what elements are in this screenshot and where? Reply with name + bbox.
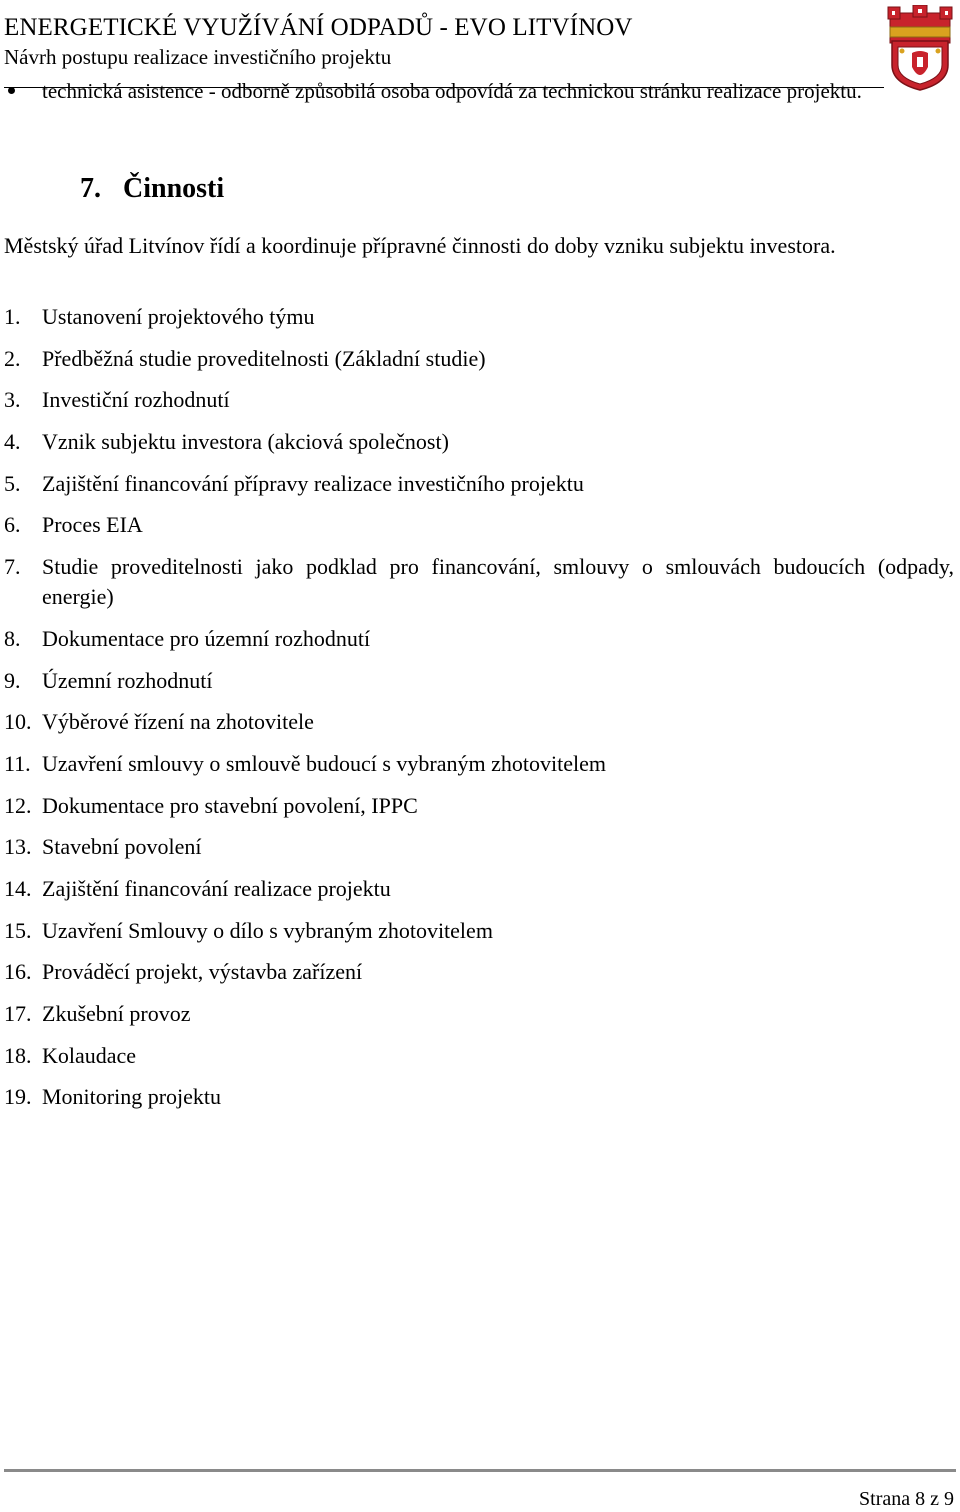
list-item-number: 19.	[4, 1084, 32, 1110]
list-item	[4, 344, 954, 374]
page-number: Strana 8 z 9	[859, 1488, 954, 1510]
list-item-text: Územní rozhodnutí	[42, 667, 213, 693]
list-item	[4, 707, 954, 737]
list-item-text: Investiční rozhodnutí	[42, 387, 230, 413]
list-item	[4, 832, 954, 862]
list-item-text: Uzavření smlouvy o smlouvě budoucí s vybraným zhotovitelem	[42, 750, 606, 776]
list-item-number: 6.	[4, 512, 21, 538]
list-item-text: Zkušební provoz	[42, 1001, 191, 1026]
list-item-number: 3.	[4, 387, 21, 413]
list-item-text: Vznik subjektu investora (akciová společnost)	[42, 429, 449, 455]
list-item	[4, 749, 954, 779]
intro-paragraph: Městský úřad Litvínov řídí a koordinuje přípravné činnosti do doby vzniku subjektu investora.	[4, 233, 836, 258]
bullet-icon	[8, 87, 15, 94]
list-item-number: 13.	[4, 834, 32, 860]
list-item-number: 5.	[4, 470, 21, 496]
bullet-item	[4, 76, 874, 106]
list-item-number: 16.	[4, 959, 32, 985]
list-item-text: Dokumentace pro stavební povolení, IPPC	[42, 792, 418, 818]
list-item	[4, 1041, 954, 1071]
list-item-number: 7.	[4, 554, 21, 580]
list-item-number: 10.	[4, 709, 32, 735]
list-item-text: Ustanovení projektového týmu	[42, 304, 315, 329]
list-item-number: 14.	[4, 875, 32, 901]
list-item	[4, 510, 954, 540]
list-item-number: 1.	[4, 304, 21, 329]
section-title: Činnosti	[123, 173, 225, 204]
list-item-text: Předběžná studie proveditelnosti (Základní studie)	[42, 345, 486, 371]
document-header	[4, 12, 874, 70]
list-item	[4, 469, 954, 499]
section-number: 7.	[80, 173, 101, 204]
list-item	[4, 874, 954, 904]
list-item-number: 8.	[4, 625, 21, 651]
list-item-text: Zajištění financování realizace projektu	[42, 875, 391, 901]
list-item	[4, 302, 954, 332]
list-item-text: Uzavření Smlouvy o dílo s vybraným zhotovitelem	[42, 917, 493, 943]
list-item-text: Zajištění financování přípravy realizace investičního projektu	[42, 470, 584, 496]
list-item-text: Monitoring projektu	[42, 1084, 222, 1110]
list-item-text: Stavební povolení	[42, 834, 202, 860]
list-item-number: 9.	[4, 667, 21, 693]
list-item-number: 4.	[4, 429, 21, 455]
list-item-number: 11.	[4, 750, 31, 776]
document-title: ENERGETICKÉ VYUŽÍVÁNÍ ODPADŮ - EVO LITVÍNOV	[4, 14, 633, 41]
list-item-text: Výběrové řízení na zhotovitele	[42, 709, 314, 735]
list-item	[4, 552, 954, 612]
section-heading	[80, 171, 224, 207]
list-item-number: 15.	[4, 917, 32, 943]
list-item-text: Studie proveditelnosti jako podklad pro financování, smlouvy o smlouvách budoucích (odpady, energie)	[42, 554, 954, 610]
list-item	[4, 1082, 954, 1112]
list-item	[4, 999, 954, 1029]
list-item-number: 17.	[4, 1001, 32, 1026]
list-item	[4, 791, 954, 821]
list-item-text: Proces EIA	[42, 512, 143, 538]
list-item	[4, 385, 954, 415]
list-item	[4, 957, 954, 987]
list-item	[4, 666, 954, 696]
list-item-number: 2.	[4, 345, 21, 371]
footer-divider	[4, 1469, 956, 1472]
activity-list	[4, 302, 954, 1124]
list-item-text: Kolaudace	[42, 1042, 137, 1068]
bullet-text: technická asistence - odborně způsobilá osoba odpovídá za technickou stránku realizace projektu.	[42, 79, 862, 103]
list-item-number: 12.	[4, 792, 32, 818]
list-item	[4, 624, 954, 654]
document-subtitle: Návrh postupu realizace investičního projektu	[4, 45, 392, 69]
list-item	[4, 427, 954, 457]
list-item-number: 18.	[4, 1042, 32, 1068]
city-coat-of-arms-icon	[882, 5, 958, 91]
list-item-text: Dokumentace pro územní rozhodnutí	[42, 625, 371, 651]
list-item-text: Prováděcí projekt, výstavba zařízení	[42, 959, 363, 985]
list-item	[4, 916, 954, 946]
